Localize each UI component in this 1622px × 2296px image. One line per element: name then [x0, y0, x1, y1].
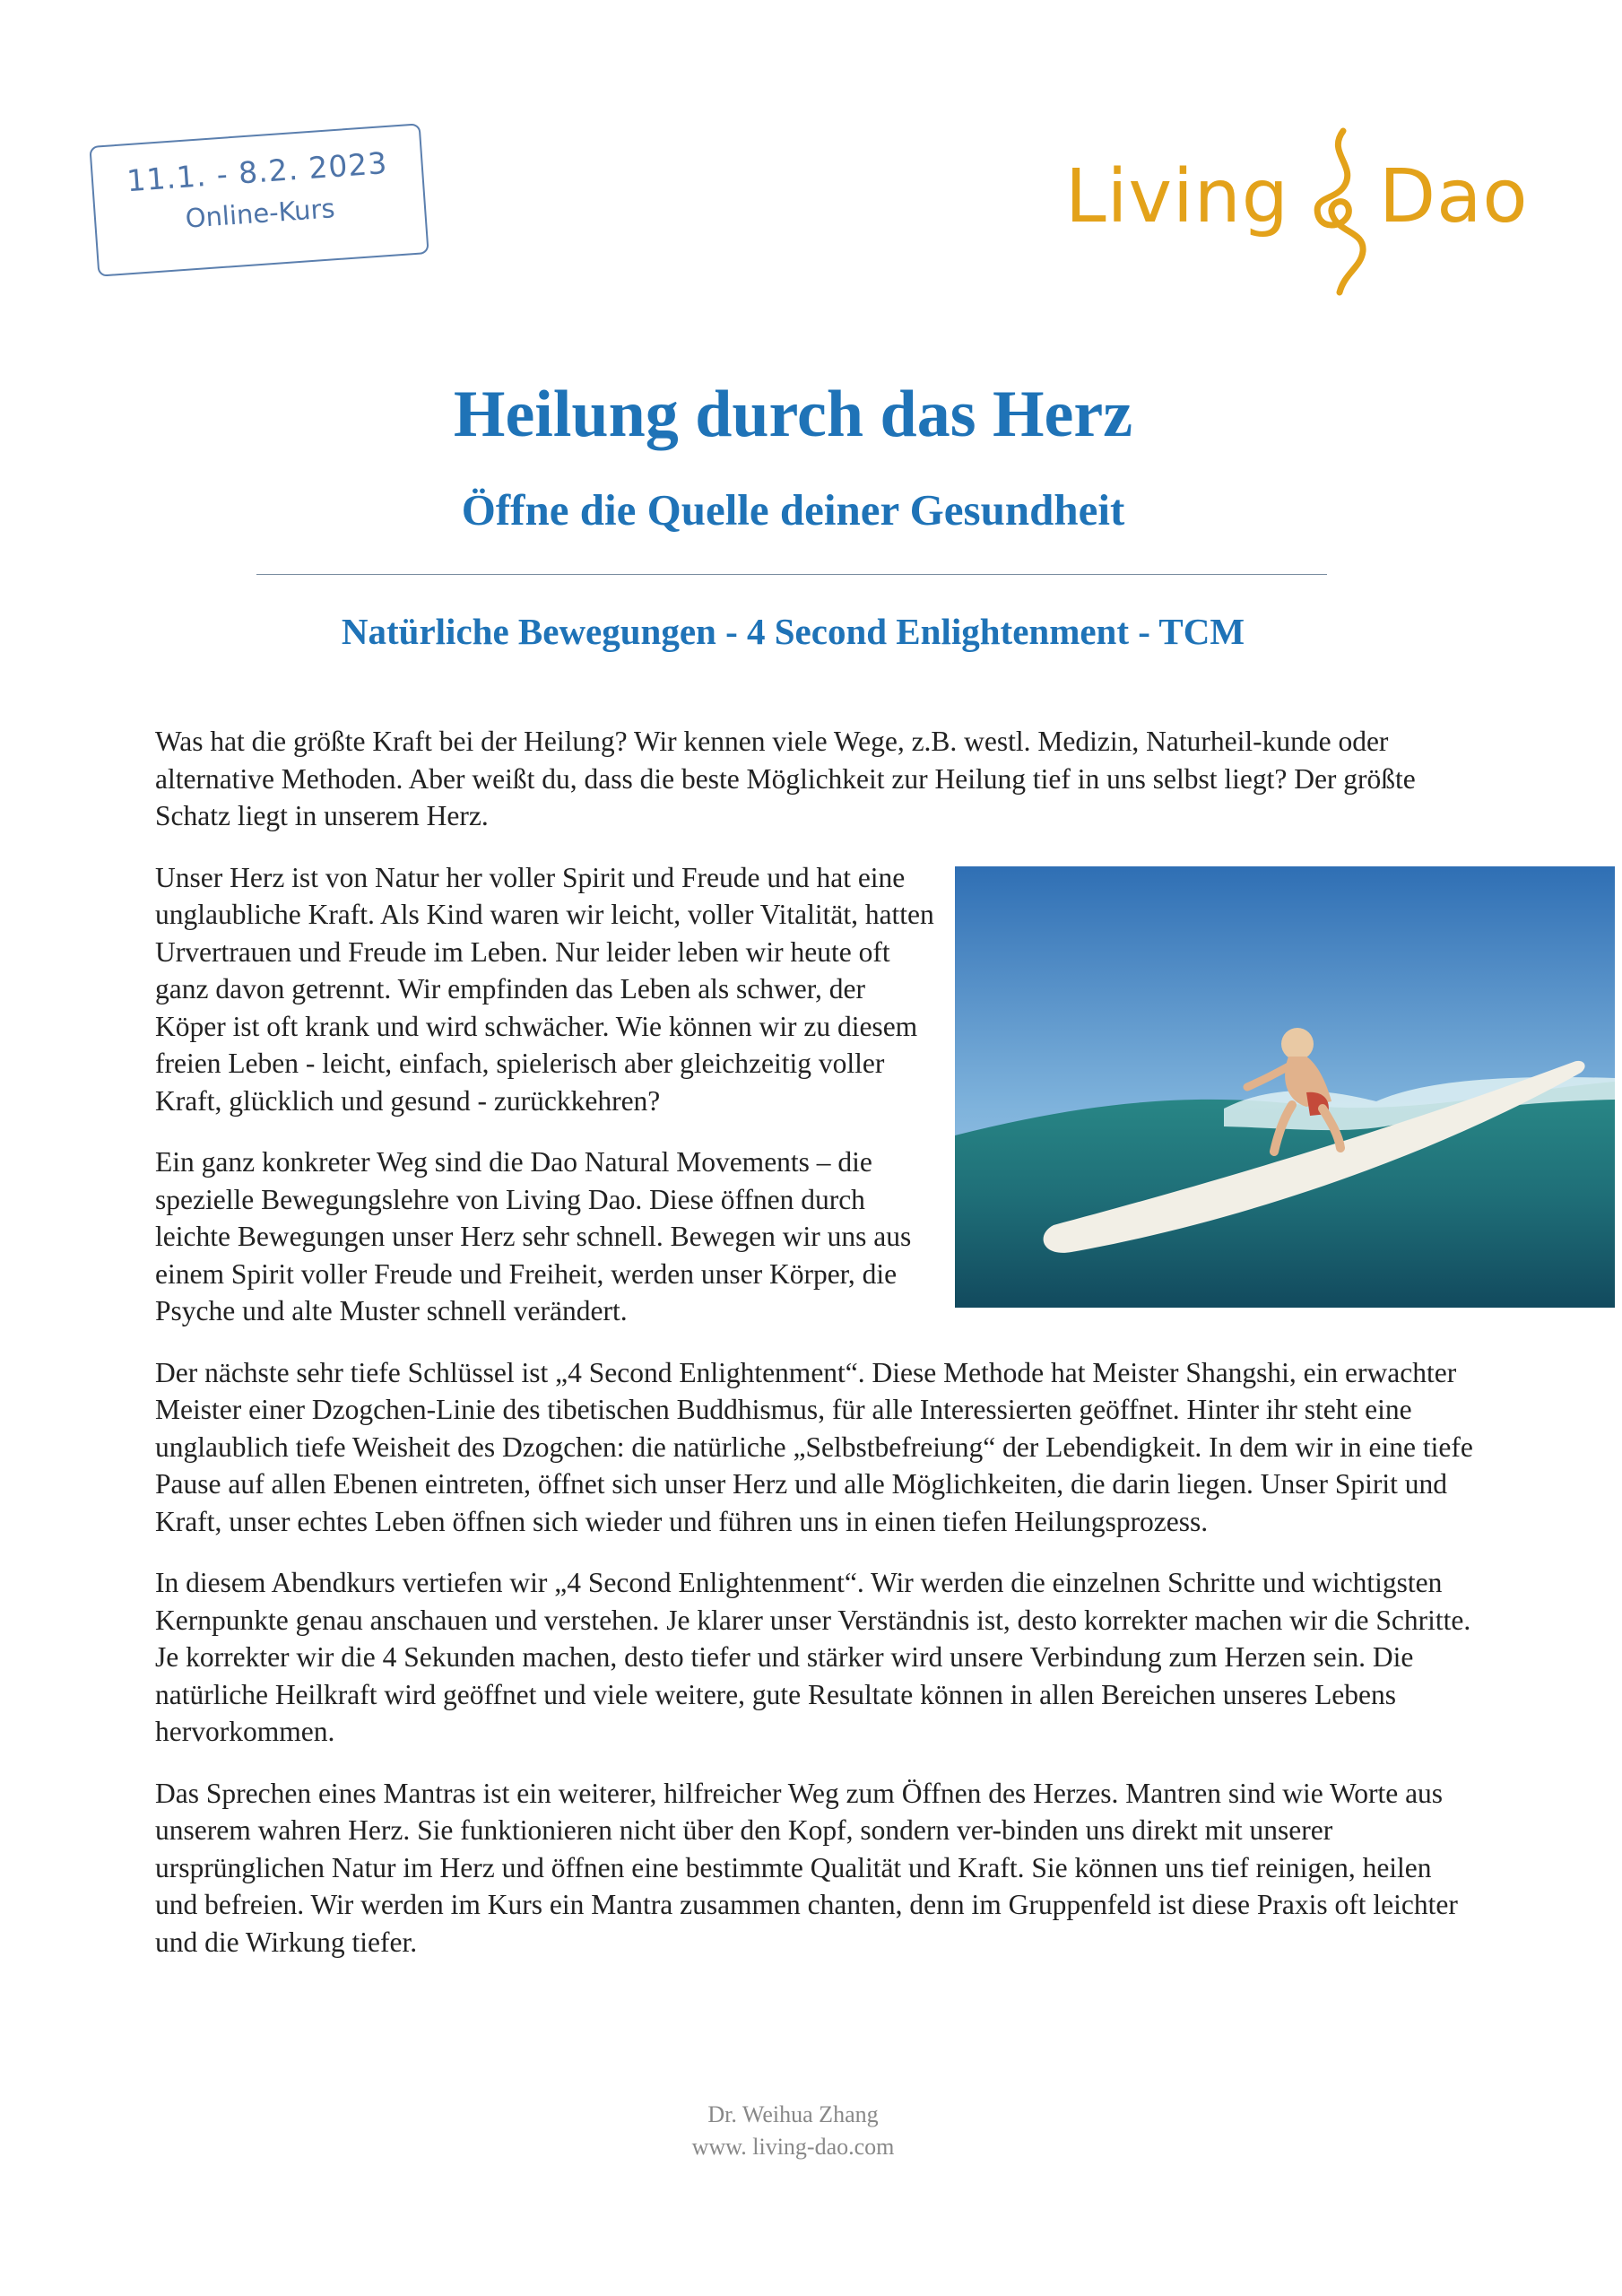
- stamp-course-type: Online-Kurs: [184, 193, 336, 234]
- page-subtitle: Öffne die Quelle deiner Gesundheit: [461, 485, 1125, 535]
- paragraph-heart: Unser Herz ist von Natur her voller Spirit und Freude und hat eine unglaubliche Kraft. Als Kind waren wir leicht, voller Vitalität, hatten Urvertrauen und Freude im Leben. Nur leider leben wir heute oft ganz davon getrennt. Wir empfinden das Leben als schwer, der Köper ist oft krank und wird schwächer. Wie können wir zu diesem freien Leben - leicht, einfach, spielerisch aber gleichzeitig voller Kraft, glücklich und gesund - zurückkehren?: [155, 861, 934, 1117]
- paragraph-enlightenment: Der nächste sehr tiefe Schlüssel ist „4 Second Enlightenment“. Diese Methode hat Meister Shangshi, ein erwachter Meister einer Dzogchen-Linie des tibetischen Buddhismus, für alle Interessierten geöffnet. Hinter ihr steht eine unglaublich tiefe Weisheit des Dzogchen: die natürliche „Selbstbefreiung“ der Lebendigkeit. In dem wir in eine tiefe Pause auf allen Ebenen eintreten, öffnet sich unser Herz und alle Möglichkeiten, die darin liegen. Unser Spirit und Kraft, unser echtes Leben öffnen sich wieder und führen uns in einen tiefen Heilungsprozess.: [155, 1356, 1473, 1537]
- paragraph-mantra: Das Sprechen eines Mantras ist ein weiterer, hilfreicher Weg zum Öffnen des Herzes. Mantren sind wie Worte aus unserem wahren Herz. Sie funktionieren nicht über den Kopf, sondern ver-binden uns direkt mit unserer ursprünglichen Natur im Herz und öffnen eine bestimmte Qualität und Kraft. Sie können uns tief reinigen, heilen und befreien. Wir werden im Kurs ein Mantra zusammen chanten, denn im Gruppenfeld ist diese Praxis oft leichter und die Wirkung tiefer.: [155, 1777, 1458, 1958]
- body-text: [155, 723, 1473, 1985]
- living-dao-logo: [1065, 126, 1549, 305]
- footer-website: www. living-dao.com: [691, 2134, 895, 2160]
- footer-author: Dr. Weihua Zhang: [707, 2101, 879, 2127]
- stamp-dates: 11.1. - 8.2. 2023: [126, 144, 389, 199]
- paragraph-course: In diesem Abendkurs vertiefen wir „4 Second Enlightenment“. Wir werden die einzelnen Schritte und wichtigsten Kernpunkte genau anschauen und verstehen. Je klarer unser Verständnis ist, desto korrekter machen wir die Schritte. Je korrekter wir die 4 Sekunden machen, desto tiefer und stärker wird unsere Verbindung zum Herzen sein. Die natürliche Heilkraft wird geöffnet und viele weitere, gute Resultate können in allen Bereichen unseres Lebens hervorkommen.: [155, 1567, 1471, 1747]
- topics-line: Natürliche Bewegungen - 4 Second Enlightenment - TCM: [341, 611, 1245, 652]
- logo-word-right: Dao: [1379, 154, 1529, 239]
- date-stamp: [89, 123, 429, 276]
- surfing-child-photo: [955, 866, 1615, 1308]
- spiral-logo-icon: [1300, 126, 1381, 296]
- paragraph-movements: Ein ganz konkreter Weg sind die Dao Natural Movements – die spezielle Bewegungslehre von Living Dao. Diese öffnen durch leichte Bewegungen unser Herz sehr schnell. Bewegen wir uns aus einem Spirit voller Freude und Freiheit, werden unser Körper, die Psyche und alte Muster schnell verändert.: [155, 1146, 912, 1326]
- page-title: Heilung durch das Herz: [453, 378, 1133, 451]
- divider: [256, 574, 1327, 575]
- logo-word-left: Living: [1065, 154, 1289, 239]
- paragraph-intro: Was hat die größte Kraft bei der Heilung? Wir kennen viele Wege, z.B. westl. Medizin, Naturheil-kunde oder alternative Methoden. Aber weißt du, dass die beste Möglichkeit zur Heilung tief in uns selbst liegt? Der größte Schatz liegt in unserem Herz.: [155, 726, 1416, 831]
- footer: [0, 2099, 1586, 2163]
